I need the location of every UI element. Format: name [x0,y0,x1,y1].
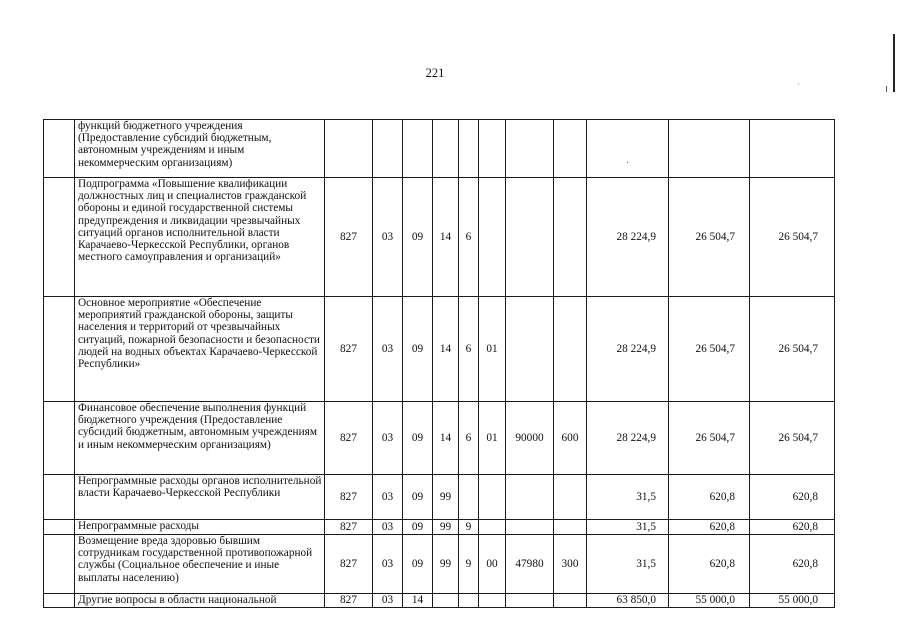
cell-program: 14 [433,297,459,402]
cell-direction [506,178,554,297]
cell-subprogram [459,120,479,178]
cell-amount-1: 31,5 [587,475,669,520]
cell-ministry: 827 [325,178,373,297]
cell-direction [506,475,554,520]
scan-speck: ´ [797,82,800,91]
blank-cell [44,120,75,178]
cell-event: 01 [479,297,506,402]
cell-subprogram: 9 [459,520,479,535]
cell-expense-type [554,297,587,402]
cell-subsection: 09 [403,535,433,594]
cell-section [373,120,403,178]
dot-mark: . [626,154,629,167]
cell-amount-2: 620,8 [669,535,750,594]
cell-amount-2: 620,8 [669,475,750,520]
table-row [44,535,835,594]
cell-direction [506,594,554,608]
cell-amount-1 [587,120,669,178]
cell-program [433,120,459,178]
cell-subsection: 09 [403,402,433,475]
cell-subprogram: 6 [459,402,479,475]
cell-expense-type: 300 [554,535,587,594]
cell-ministry: 827 [325,594,373,608]
cell-ministry: 827 [325,402,373,475]
blank-cell [44,178,75,297]
cell-amount-3: 620,8 [750,475,835,520]
cell-event: 01 [479,402,506,475]
row-name: Финансовое обеспечение выполнения функций бюджетного учреждения (Предоставление субсидий бюджетным, автономным учреждениям и иным некоммерческим организациям) [75,402,325,475]
cell-expense-type [554,475,587,520]
cell-subsection: 14 [403,594,433,608]
cell-amount-3: 26 504,7 [750,178,835,297]
cell-program: 14 [433,402,459,475]
row-name: функций бюджетного учреждения (Предоставление субсидий бюджетным, автономным учреждениям и иным некоммерческим организациям) [75,120,325,178]
table-row [44,520,835,535]
blank-cell [44,594,75,608]
cell-event [479,120,506,178]
cell-amount-2: 55 000,0 [669,594,750,608]
table-row [44,475,835,520]
cell-ministry: 827 [325,535,373,594]
cell-amount-3 [750,120,835,178]
cell-amount-3: 26 504,7 [750,402,835,475]
row-name: Основное мероприятие «Обеспечение мероприятий гражданской обороны, защиты населения и территорий от чрезвычайных ситуаций, пожарной безопасности и безопасности людей на водных объектах Карачаево-Черкесской Республики» [75,297,325,402]
cell-subsection [403,120,433,178]
row-name: Непрограммные расходы [75,520,325,535]
cell-ministry: 827 [325,297,373,402]
cell-amount-2: 26 504,7 [669,178,750,297]
blank-cell [44,402,75,475]
cell-section: 03 [373,402,403,475]
cell-ministry: 827 [325,520,373,535]
cell-section: 03 [373,594,403,608]
cell-expense-type [554,120,587,178]
table-row [44,120,835,178]
cell-program [433,594,459,608]
cell-amount-2: 26 504,7 [669,402,750,475]
cell-subprogram: 6 [459,297,479,402]
page-number: 221 [425,66,445,80]
cell-amount-3: 620,8 [750,520,835,535]
cell-subsection: 09 [403,520,433,535]
cell-program: 99 [433,475,459,520]
cell-program: 14 [433,178,459,297]
cell-direction: 90000 [506,402,554,475]
cell-expense-type [554,594,587,608]
cell-amount-2: 620,8 [669,520,750,535]
cell-amount-3: 26 504,7 [750,297,835,402]
cell-program: 99 [433,535,459,594]
cell-section: 03 [373,520,403,535]
cell-subsection: 09 [403,178,433,297]
cell-subprogram: 6 [459,178,479,297]
blank-cell [44,475,75,520]
cell-amount-1: 28 224,9 [587,297,669,402]
cell-event [479,594,506,608]
cell-event [479,178,506,297]
cell-section: 03 [373,297,403,402]
cell-amount-3: 55 000,0 [750,594,835,608]
budget-table [43,119,835,608]
cell-subsection: 09 [403,297,433,402]
cell-section: 03 [373,475,403,520]
cell-section: 03 [373,178,403,297]
cell-subprogram [459,475,479,520]
row-name: Возмещение вреда здоровью бывшим сотрудникам государственной противопожарной службы (Социальное обеспечение и иные выплаты населению) [75,535,325,594]
cell-direction: 47980 [506,535,554,594]
cell-amount-2: 26 504,7 [669,297,750,402]
cell-amount-1: 31,5 [587,520,669,535]
table-row [44,402,835,475]
cell-direction [506,520,554,535]
cell-amount-1: 31,5 [587,535,669,594]
cell-program: 99 [433,520,459,535]
cell-event [479,520,506,535]
cell-amount-1: 28 224,9 [587,178,669,297]
cell-amount-1: 28 224,9 [587,402,669,475]
cell-event: 00 [479,535,506,594]
cell-amount-2 [669,120,750,178]
cell-subprogram [459,594,479,608]
cell-amount-1: 63 850,0 [587,594,669,608]
row-name: Подпрограмма «Повышение квалификации должностных лиц и специалистов гражданской обороны и единой государственной системы предупреждения и ликвидации чрезвычайных ситуаций органов исполнительной власти Карачаево-Черкесской Республики, органов местного самоуправления и организаций» [75,178,325,297]
table-row [44,178,835,297]
cell-expense-type: 600 [554,402,587,475]
cell-amount-3: 620,8 [750,535,835,594]
cell-direction [506,297,554,402]
cell-expense-type [554,178,587,297]
table-row [44,594,835,608]
cell-event [479,475,506,520]
cell-expense-type [554,520,587,535]
scan-edge-tick [886,86,887,92]
cell-subsection: 09 [403,475,433,520]
cell-ministry: 827 [325,475,373,520]
blank-cell [44,535,75,594]
cell-section: 03 [373,535,403,594]
cell-subprogram: 9 [459,535,479,594]
cell-direction [506,120,554,178]
cell-ministry [325,120,373,178]
table-row [44,297,835,402]
scan-edge-mark [893,34,895,92]
table-body [44,120,835,608]
row-name: Другие вопросы в области национальной [75,594,325,608]
blank-cell [44,520,75,535]
blank-cell [44,297,75,402]
row-name: Непрограммные расходы органов исполнительной власти Карачаево-Черкесской Республики [75,475,325,520]
